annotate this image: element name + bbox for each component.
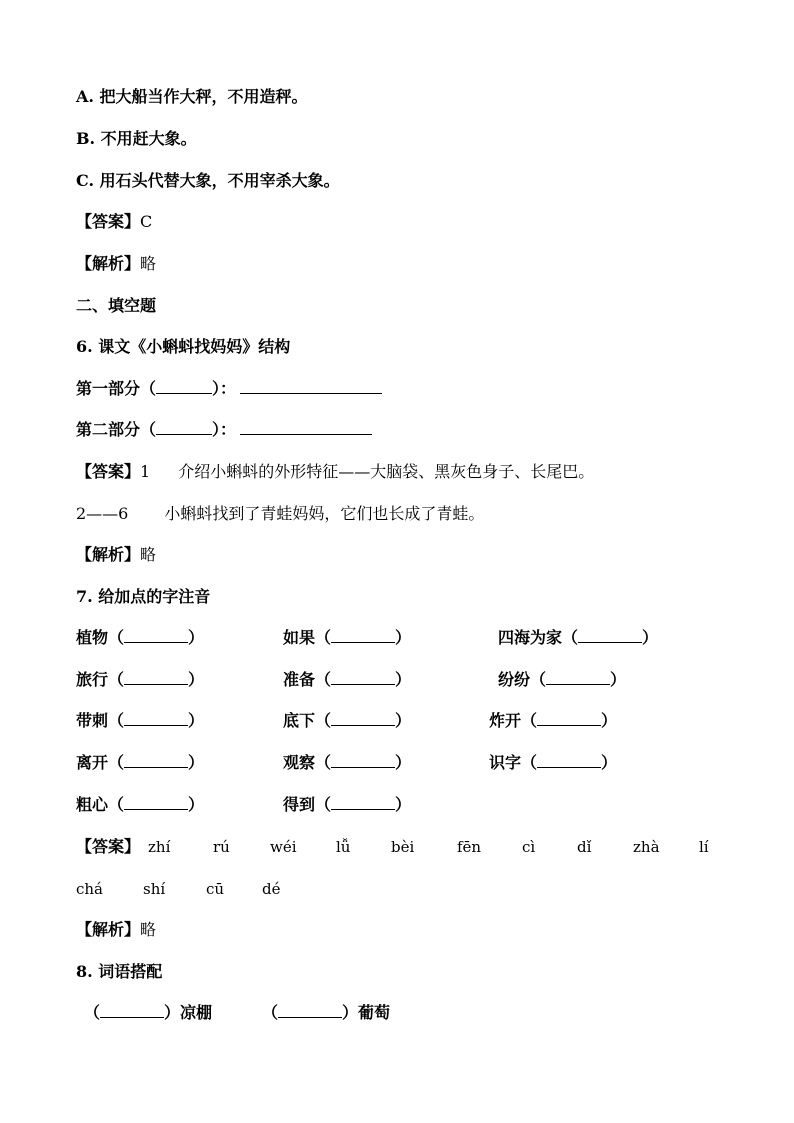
pinyin: rú [213, 838, 230, 856]
q6-answer-line2 [76, 504, 484, 524]
paren-close: ）： [212, 379, 237, 398]
word-item: 观察（ ） [283, 753, 412, 772]
word-item: 四海为家（ ） [498, 628, 659, 647]
word-item: 识字（ ） [489, 753, 618, 772]
pinyin-blank[interactable] [331, 711, 395, 726]
word: 底下 [283, 711, 316, 730]
pinyin-blank[interactable] [124, 795, 188, 810]
word: 带刺 [76, 711, 109, 730]
match-item: （ ）葡萄 [262, 1003, 391, 1022]
q5-answer [76, 212, 152, 232]
q7-analysis [76, 920, 156, 940]
word: 准备 [283, 670, 316, 689]
word-item: 如果（ ） [283, 628, 412, 647]
word-item: 纷纷（ ） [498, 670, 627, 689]
part1-label: 第一部分 [76, 379, 141, 398]
q5-analysis [76, 254, 156, 274]
word-item: 离开（ ） [76, 753, 205, 772]
word-item: 炸开（ ） [489, 711, 618, 730]
pinyin-blank[interactable] [578, 628, 642, 643]
pinyin-blank[interactable] [537, 753, 601, 768]
pinyin: bèi [391, 838, 415, 856]
pinyin: lǚ [336, 838, 351, 856]
answer-value: C [140, 212, 153, 231]
match-word: 葡萄 [358, 1003, 391, 1022]
q6-answer-line1 [76, 462, 594, 482]
pinyin-blank[interactable] [331, 753, 395, 768]
pinyin: zhà [633, 838, 660, 856]
word-item: 得到（ ） [283, 795, 412, 814]
pinyin: zhí [148, 838, 171, 856]
paren-open: （ [140, 379, 157, 398]
part2-range-blank[interactable] [156, 420, 212, 435]
pinyin: fēn [457, 838, 482, 856]
q8-title: 8. 词语搭配 [76, 962, 163, 981]
pinyin-blank[interactable] [546, 670, 610, 685]
pinyin: chá [76, 880, 104, 898]
analysis-label: 【解析】 [76, 254, 141, 273]
q6-part1 [76, 379, 382, 399]
word: 离开 [76, 753, 109, 772]
match-word: 凉棚 [180, 1003, 213, 1022]
section-title: 二、填空题 [76, 296, 157, 315]
match-item: （ ）凉棚 [84, 1003, 213, 1022]
analysis-value: 略 [140, 545, 157, 564]
word: 旅行 [76, 670, 109, 689]
word: 纷纷 [498, 670, 531, 689]
pinyin-blank[interactable] [124, 753, 188, 768]
q7-title: 7. 给加点的字注音 [76, 587, 211, 606]
pinyin-blank[interactable] [124, 670, 188, 685]
part2-label: 第二部分 [76, 420, 141, 439]
option-b: B. 不用赶大象。 [76, 129, 197, 148]
option-a: A. 把大船当作大秤，不用造秤。 [76, 87, 308, 106]
analysis-value: 略 [140, 920, 157, 939]
pinyin-blank[interactable] [331, 795, 395, 810]
pinyin-blank[interactable] [537, 711, 601, 726]
pinyin-blank[interactable] [331, 670, 395, 685]
q6-title: 6. 课文《小蝌蚪找妈妈》结构 [76, 337, 291, 356]
paren-close: ）： [212, 420, 237, 439]
word: 四海为家 [498, 628, 563, 647]
word-item: 旅行（ ） [76, 670, 205, 689]
word: 炸开 [489, 711, 522, 730]
word: 识字 [489, 753, 522, 772]
analysis-label: 【解析】 [76, 545, 141, 564]
word: 如果 [283, 628, 316, 647]
answer-num: 1 [140, 462, 151, 481]
word: 粗心 [76, 795, 109, 814]
pinyin: cì [522, 838, 536, 856]
pinyin-blank[interactable] [124, 711, 188, 726]
answer-num: 2——6 [76, 504, 129, 523]
analysis-value: 略 [140, 254, 157, 273]
word: 得到 [283, 795, 316, 814]
q6-analysis [76, 545, 156, 565]
part2-content-blank[interactable] [240, 420, 372, 435]
answer-label: 【答案】 [76, 837, 141, 856]
q6-part2 [76, 420, 372, 440]
pinyin: wéi [270, 838, 297, 856]
match-blank[interactable] [100, 1003, 164, 1018]
analysis-label: 【解析】 [76, 920, 141, 939]
word: 观察 [283, 753, 316, 772]
word-item: 底下（ ） [283, 711, 412, 730]
paren-open: （ [140, 420, 157, 439]
pinyin: cū [206, 880, 225, 898]
pinyin-blank[interactable] [124, 628, 188, 643]
part1-range-blank[interactable] [156, 379, 212, 394]
answer-label: 【答案】 [76, 462, 141, 481]
word-item: 植物（ ） [76, 628, 205, 647]
option-c: C. 用石头代替大象，不用宰杀大象。 [76, 171, 340, 190]
answer-label: 【答案】 [76, 212, 141, 231]
pinyin: dé [262, 880, 281, 898]
answer-text: 介绍小蝌蚪的外形特征——大脑袋、黑灰色身子、长尾巴。 [178, 462, 595, 481]
match-blank[interactable] [278, 1003, 342, 1018]
pinyin: dǐ [577, 838, 592, 856]
word-item: 粗心（ ） [76, 795, 205, 814]
pinyin: shí [143, 880, 166, 898]
answer-text: 小蝌蚪找到了青蛙妈妈，它们也长成了青蛙。 [164, 504, 485, 523]
pinyin-blank[interactable] [331, 628, 395, 643]
pinyin: lí [699, 838, 709, 856]
word: 植物 [76, 628, 109, 647]
part1-content-blank[interactable] [240, 379, 382, 394]
word-item: 准备（ ） [283, 670, 412, 689]
word-item: 带刺（ ） [76, 711, 205, 730]
